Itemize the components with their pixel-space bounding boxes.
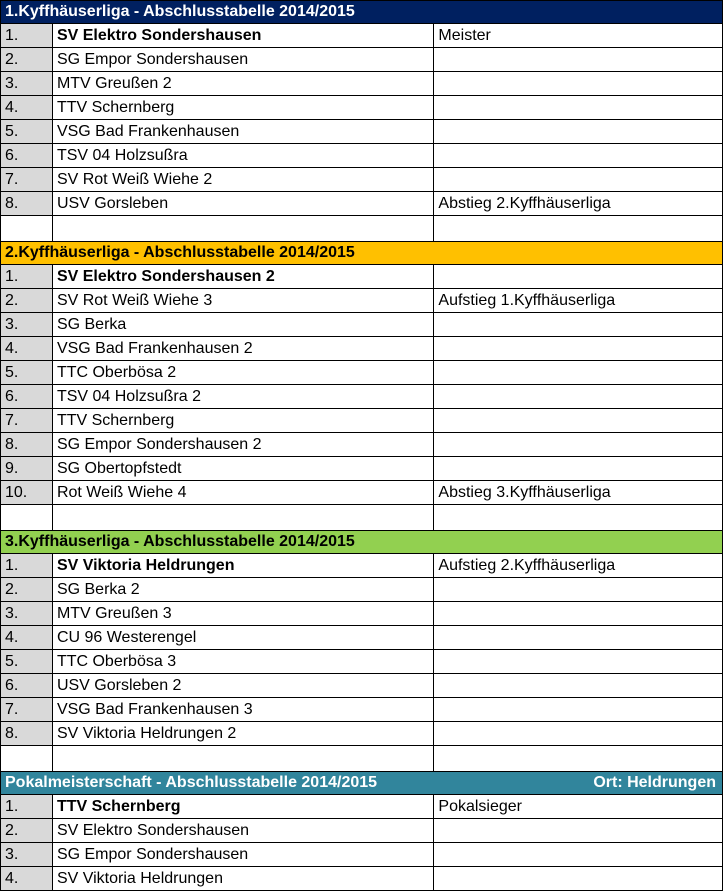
empty-cell (434, 216, 723, 241)
note-cell (434, 72, 723, 95)
rank-cell: 9. (1, 457, 53, 480)
table-row (1, 554, 723, 578)
table-row (1, 819, 723, 843)
note-cell (434, 409, 723, 432)
rank-cell: 6. (1, 674, 53, 697)
rank-cell: 1. (1, 265, 53, 288)
section-title: Pokalmeisterschaft - Abschlusstabelle 2014/2015 (5, 774, 378, 791)
note-cell (434, 144, 723, 167)
rank-cell: 6. (1, 385, 53, 408)
rank-cell: 3. (1, 602, 53, 625)
table-row (1, 457, 723, 481)
rank-cell: 5. (1, 120, 53, 143)
table-row (1, 361, 723, 385)
table-row (1, 722, 723, 746)
table-row (1, 481, 723, 505)
note-cell: Meister (434, 24, 723, 47)
note-cell (434, 626, 723, 649)
rank-cell: 2. (1, 289, 53, 312)
rank-cell: 2. (1, 578, 53, 601)
table-row (1, 385, 723, 409)
table-row (1, 337, 723, 361)
team-cell: VSG Bad Frankenhausen 3 (53, 698, 434, 721)
section-header (1, 530, 723, 554)
note-cell (434, 361, 723, 384)
empty-cell (1, 216, 53, 241)
section-header (1, 771, 723, 795)
empty-cell (434, 505, 723, 530)
spacer-row (1, 216, 723, 241)
note-cell (434, 265, 723, 288)
rank-cell: 7. (1, 409, 53, 432)
rank-cell: 8. (1, 433, 53, 456)
team-cell: SG Berka 2 (53, 578, 434, 601)
table-row (1, 602, 723, 626)
note-cell (434, 385, 723, 408)
spacer-row (1, 505, 723, 530)
table-row (1, 409, 723, 433)
team-cell: CU 96 Westerengel (53, 626, 434, 649)
team-cell: USV Gorsleben 2 (53, 674, 434, 697)
team-cell: SG Empor Sondershausen (53, 48, 434, 71)
table-row (1, 578, 723, 602)
table-row (1, 72, 723, 96)
note-cell (434, 819, 723, 842)
note-cell (434, 674, 723, 697)
rank-cell: 8. (1, 192, 53, 215)
rank-cell: 2. (1, 819, 53, 842)
table-row (1, 265, 723, 289)
empty-cell (1, 746, 53, 771)
rank-cell: 4. (1, 867, 53, 890)
team-cell: USV Gorsleben (53, 192, 434, 215)
rank-cell: 1. (1, 24, 53, 47)
note-cell (434, 337, 723, 360)
section-header (1, 0, 723, 24)
section-title: 2.Kyffhäuserliga - Abschlusstabelle 2014/2015 (5, 244, 355, 261)
team-cell: SV Viktoria Heldrungen 2 (53, 722, 434, 745)
table-row (1, 867, 723, 891)
team-cell: TSV 04 Holzsußra 2 (53, 385, 434, 408)
rank-cell: 5. (1, 650, 53, 673)
team-cell: SV Viktoria Heldrungen (53, 554, 434, 577)
rank-cell: 7. (1, 168, 53, 191)
team-cell: SG Empor Sondershausen 2 (53, 433, 434, 456)
note-cell (434, 843, 723, 866)
empty-cell (434, 746, 723, 771)
note-cell (434, 168, 723, 191)
table-row (1, 843, 723, 867)
rank-cell: 4. (1, 96, 53, 119)
table-row (1, 192, 723, 216)
rank-cell: 6. (1, 144, 53, 167)
team-cell: VSG Bad Frankenhausen (53, 120, 434, 143)
team-cell: SG Empor Sondershausen (53, 843, 434, 866)
team-cell: Rot Weiß Wiehe 4 (53, 481, 434, 504)
note-cell (434, 433, 723, 456)
note-cell (434, 867, 723, 890)
rank-cell: 2. (1, 48, 53, 71)
rank-cell: 4. (1, 337, 53, 360)
note-cell: Abstieg 2.Kyffhäuserliga (434, 192, 723, 215)
team-cell: VSG Bad Frankenhausen 2 (53, 337, 434, 360)
rank-cell: 10. (1, 481, 53, 504)
rank-cell: 4. (1, 626, 53, 649)
spacer-row (1, 746, 723, 771)
table-row (1, 48, 723, 72)
team-cell: TTC Oberbösa 2 (53, 361, 434, 384)
note-cell (434, 457, 723, 480)
team-cell: TSV 04 Holzsußra (53, 144, 434, 167)
rank-cell: 5. (1, 361, 53, 384)
team-cell: SG Obertopfstedt (53, 457, 434, 480)
empty-cell (53, 746, 434, 771)
table-row (1, 795, 723, 819)
rank-cell: 1. (1, 554, 53, 577)
team-cell: SV Elektro Sondershausen 2 (53, 265, 434, 288)
table-row (1, 433, 723, 457)
table-row (1, 674, 723, 698)
note-cell (434, 722, 723, 745)
team-cell: SV Elektro Sondershausen (53, 819, 434, 842)
section-title: 1.Kyffhäuserliga - Abschlusstabelle 2014/2015 (5, 3, 355, 20)
table-row (1, 698, 723, 722)
note-cell (434, 48, 723, 71)
rank-cell: 1. (1, 795, 53, 818)
table-row (1, 313, 723, 337)
empty-cell (53, 505, 434, 530)
table-row (1, 144, 723, 168)
note-cell (434, 313, 723, 336)
note-cell (434, 698, 723, 721)
table-row (1, 96, 723, 120)
team-cell: TTV Schernberg (53, 409, 434, 432)
table-row (1, 626, 723, 650)
section-location: Ort: Heldrungen (593, 774, 716, 791)
rank-cell: 3. (1, 843, 53, 866)
note-cell: Abstieg 3.Kyffhäuserliga (434, 481, 723, 504)
team-cell: TTC Oberbösa 3 (53, 650, 434, 673)
rank-cell: 7. (1, 698, 53, 721)
table-row (1, 120, 723, 144)
note-cell (434, 96, 723, 119)
team-cell: SV Elektro Sondershausen (53, 24, 434, 47)
team-cell: TTV Schernberg (53, 795, 434, 818)
table-row (1, 24, 723, 48)
table-row (1, 650, 723, 674)
empty-cell (1, 505, 53, 530)
team-cell: MTV Greußen 3 (53, 602, 434, 625)
note-cell: Aufstieg 1.Kyffhäuserliga (434, 289, 723, 312)
team-cell: SV Rot Weiß Wiehe 3 (53, 289, 434, 312)
note-cell (434, 602, 723, 625)
note-cell (434, 650, 723, 673)
note-cell (434, 578, 723, 601)
table-row (1, 168, 723, 192)
note-cell: Aufstieg 2.Kyffhäuserliga (434, 554, 723, 577)
team-cell: SV Rot Weiß Wiehe 2 (53, 168, 434, 191)
note-cell: Pokalsieger (434, 795, 723, 818)
section-title: 3.Kyffhäuserliga - Abschlusstabelle 2014/2015 (5, 533, 355, 550)
rank-cell: 3. (1, 313, 53, 336)
rank-cell: 3. (1, 72, 53, 95)
team-cell: MTV Greußen 2 (53, 72, 434, 95)
rank-cell: 8. (1, 722, 53, 745)
note-cell (434, 120, 723, 143)
team-cell: SG Berka (53, 313, 434, 336)
section-header (1, 241, 723, 265)
team-cell: TTV Schernberg (53, 96, 434, 119)
empty-cell (53, 216, 434, 241)
team-cell: SV Viktoria Heldrungen (53, 867, 434, 890)
table-row (1, 289, 723, 313)
